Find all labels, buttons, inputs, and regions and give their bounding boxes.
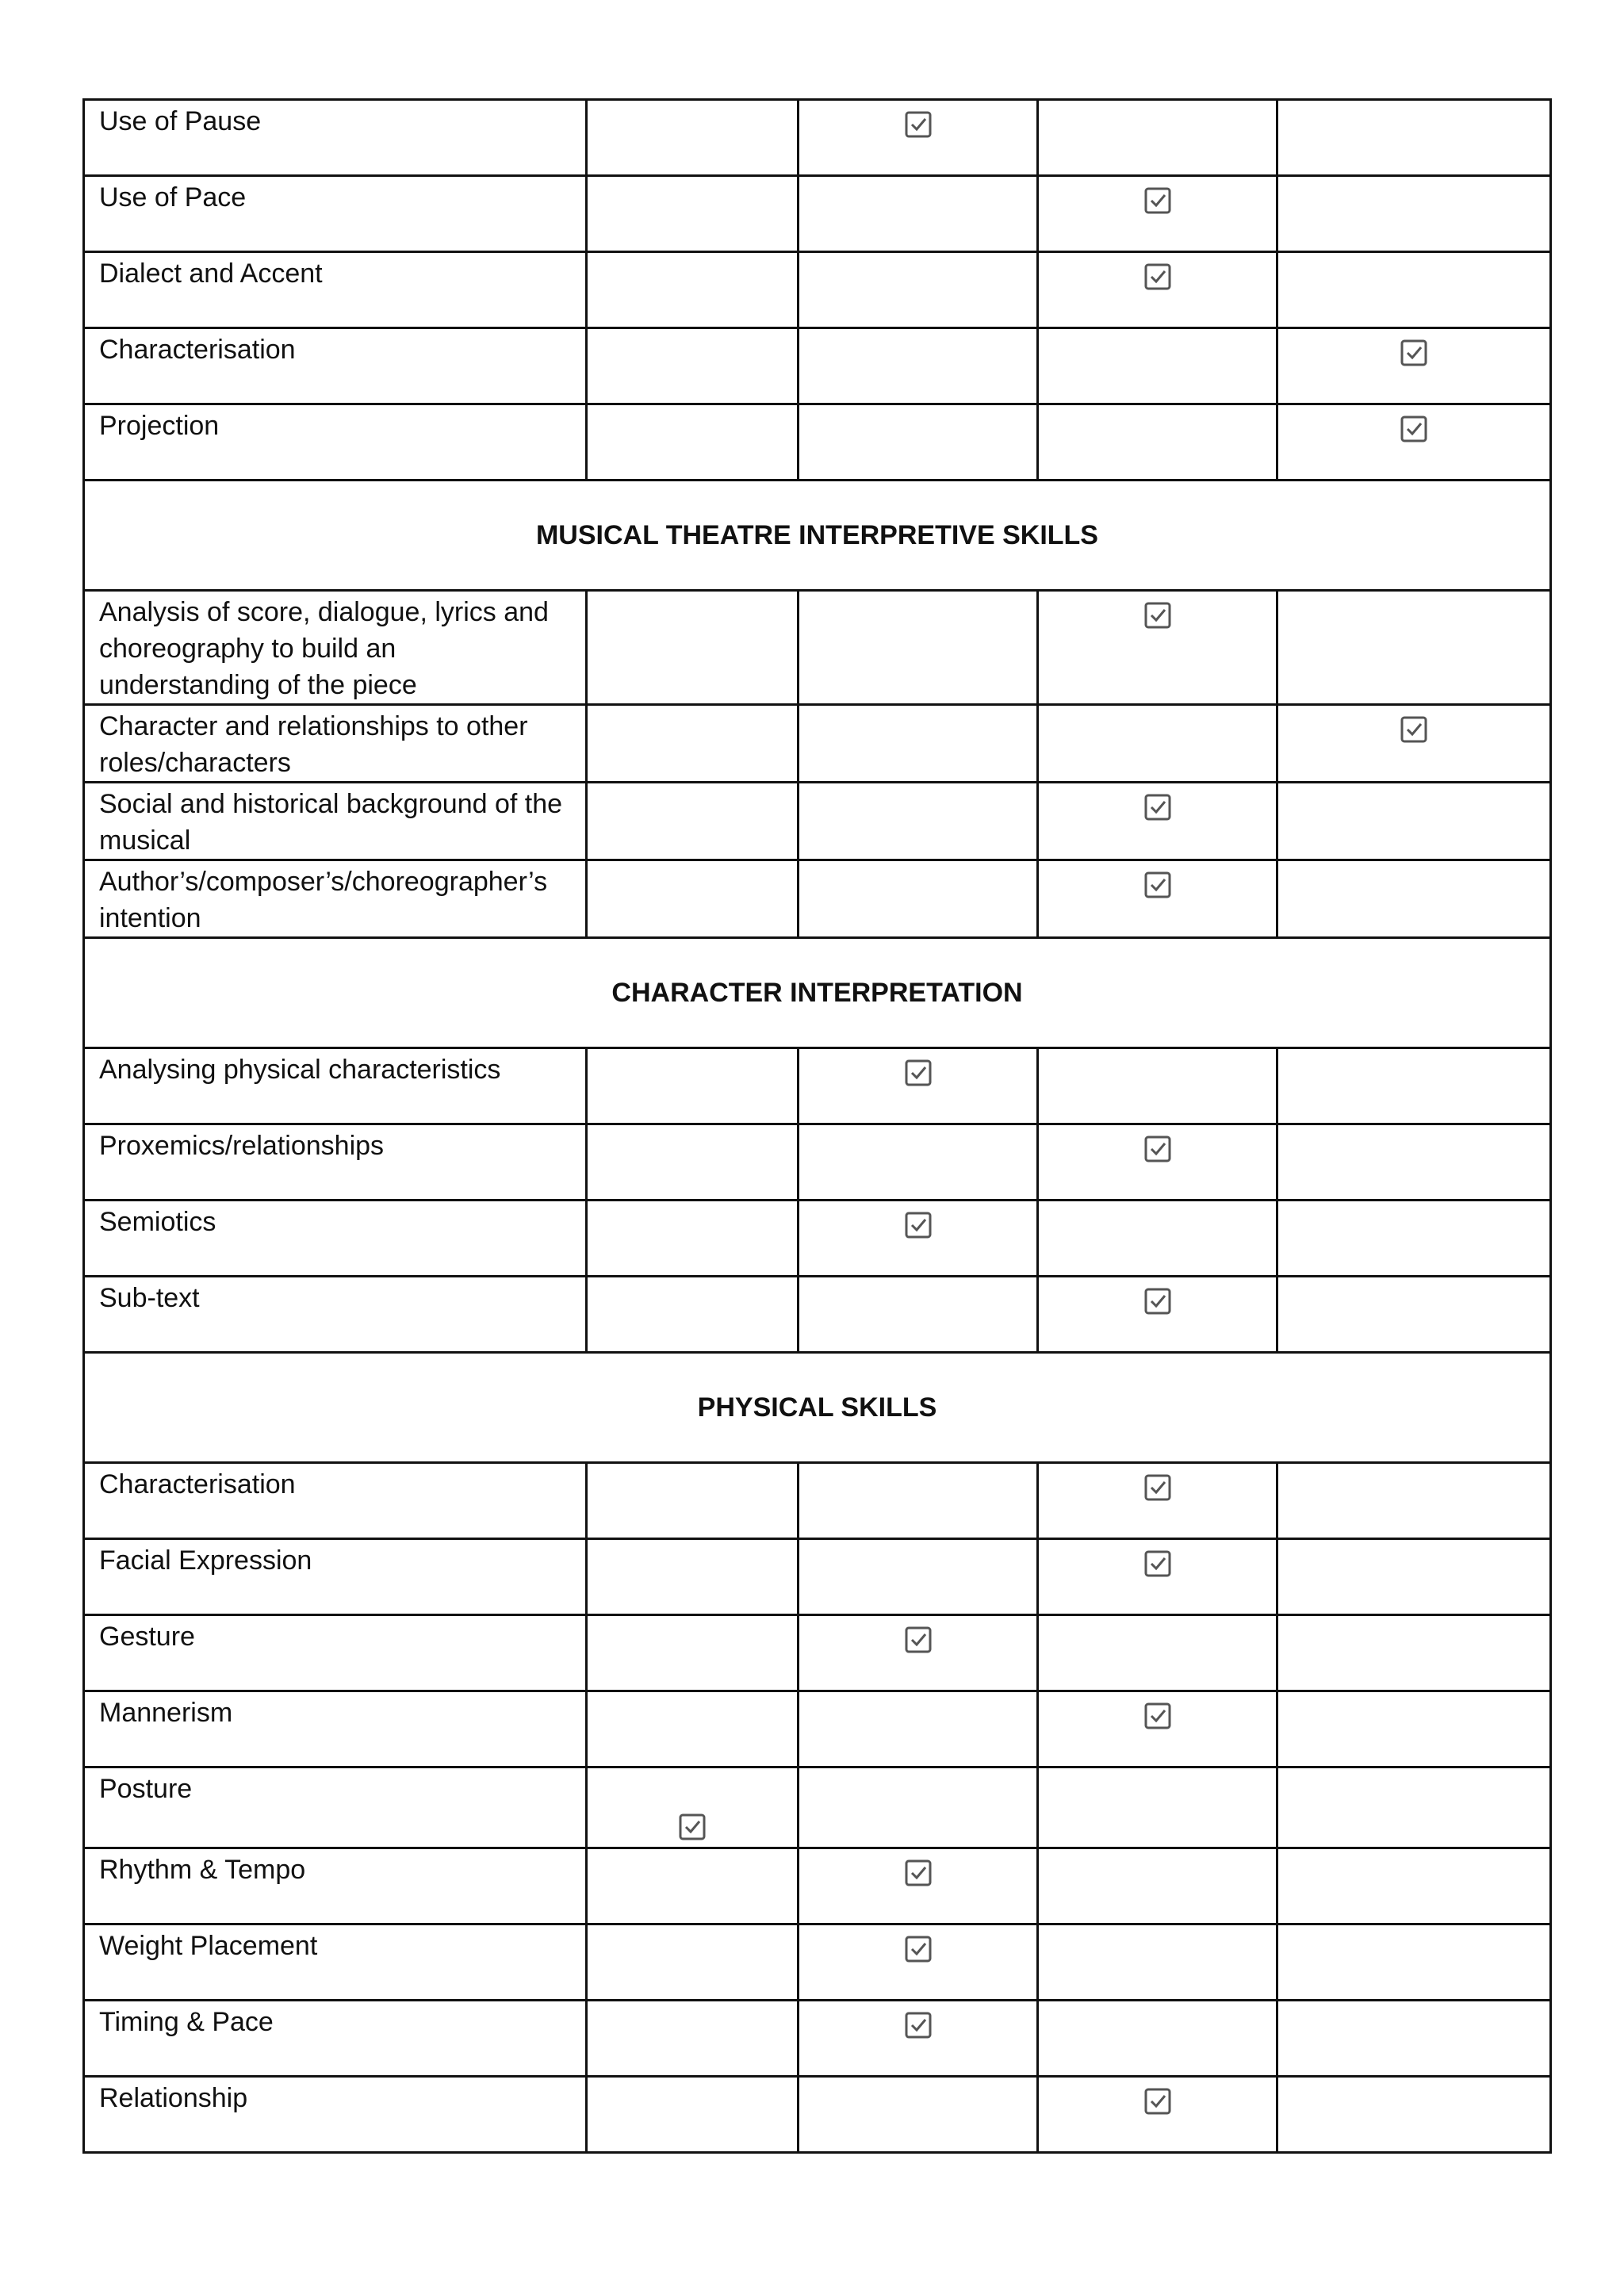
- table-row: [84, 1848, 1551, 1924]
- rating-cell-3[interactable]: [1038, 1767, 1277, 1848]
- section-header-row: [84, 1353, 1551, 1463]
- rating-cell-1[interactable]: [587, 860, 799, 938]
- checked-checkbox-icon[interactable]: [1143, 1473, 1172, 1502]
- checked-checkbox-icon[interactable]: [904, 1859, 933, 1887]
- rating-cell-3[interactable]: [1038, 1615, 1277, 1691]
- checked-checkbox-icon[interactable]: [904, 1626, 933, 1654]
- rating-cell-1[interactable]: [587, 1201, 799, 1277]
- skill-label: Mannerism: [84, 1691, 587, 1767]
- rating-cell-2[interactable]: [799, 1924, 1038, 2001]
- rating-cell-2[interactable]: [799, 783, 1038, 860]
- rating-cell-3[interactable]: [1038, 783, 1277, 860]
- rating-cell-4[interactable]: [1277, 1201, 1551, 1277]
- skill-label: Proxemics/relationships: [84, 1124, 587, 1201]
- rating-cell-4[interactable]: [1277, 591, 1551, 705]
- table-row: [84, 591, 1551, 705]
- skill-label: Gesture: [84, 1615, 587, 1691]
- skill-label: Characterisation: [84, 328, 587, 404]
- table-row: [84, 1767, 1551, 1848]
- checked-checkbox-icon[interactable]: [1143, 601, 1172, 630]
- rating-cell-2[interactable]: [799, 2001, 1038, 2077]
- rating-cell-1[interactable]: [587, 1848, 799, 1924]
- skill-label: Semiotics: [84, 1201, 587, 1277]
- rating-cell-1[interactable]: [587, 1277, 799, 1353]
- table-row: [84, 328, 1551, 404]
- rating-cell-2[interactable]: [799, 860, 1038, 938]
- table-row: [84, 176, 1551, 252]
- rating-cell-1[interactable]: [587, 328, 799, 404]
- checked-checkbox-icon[interactable]: [1143, 1549, 1172, 1578]
- table-row: [84, 1615, 1551, 1691]
- rating-cell-4[interactable]: [1277, 176, 1551, 252]
- rating-cell-4[interactable]: [1277, 328, 1551, 404]
- rating-cell-1[interactable]: [587, 1463, 799, 1539]
- rating-cell-1[interactable]: [587, 176, 799, 252]
- rating-cell-2[interactable]: [799, 1615, 1038, 1691]
- skill-label: Facial Expression: [84, 1539, 587, 1615]
- rating-cell-2[interactable]: [799, 328, 1038, 404]
- rating-cell-4[interactable]: [1277, 705, 1551, 783]
- rating-cell-1[interactable]: [587, 2077, 799, 2153]
- rating-cell-3[interactable]: [1038, 1201, 1277, 1277]
- skill-label: Rhythm & Tempo: [84, 1848, 587, 1924]
- rating-cell-4[interactable]: [1277, 1277, 1551, 1353]
- skill-label: Use of Pace: [84, 176, 587, 252]
- rating-cell-1[interactable]: [587, 100, 799, 176]
- table-row: [84, 252, 1551, 328]
- rating-cell-2[interactable]: [799, 1463, 1038, 1539]
- rating-cell-3[interactable]: [1038, 2001, 1277, 2077]
- checked-checkbox-icon[interactable]: [678, 1813, 707, 1841]
- checked-checkbox-icon[interactable]: [1143, 793, 1172, 821]
- rating-cell-1[interactable]: [587, 1048, 799, 1124]
- checked-checkbox-icon[interactable]: [1400, 715, 1428, 744]
- table-row: [84, 1691, 1551, 1767]
- rating-cell-3[interactable]: [1038, 404, 1277, 481]
- rating-cell-2[interactable]: [799, 404, 1038, 481]
- rating-cell-2[interactable]: [799, 1048, 1038, 1124]
- rating-cell-3[interactable]: [1038, 1691, 1277, 1767]
- section-header-row: [84, 481, 1551, 591]
- rating-cell-3[interactable]: [1038, 1124, 1277, 1201]
- rating-cell-1[interactable]: [587, 591, 799, 705]
- table-row: [84, 1201, 1551, 1277]
- skill-label: Relationship: [84, 2077, 587, 2153]
- checked-checkbox-icon[interactable]: [904, 1211, 933, 1239]
- rating-cell-3[interactable]: [1038, 100, 1277, 176]
- rating-cell-4[interactable]: [1277, 1615, 1551, 1691]
- rating-cell-2[interactable]: [799, 705, 1038, 783]
- checked-checkbox-icon[interactable]: [904, 1059, 933, 1087]
- rating-cell-4[interactable]: [1277, 1848, 1551, 1924]
- table-row: [84, 1048, 1551, 1124]
- skills-assessment-table: [82, 98, 1552, 2154]
- rating-cell-3[interactable]: [1038, 1277, 1277, 1353]
- rating-cell-2[interactable]: [799, 1201, 1038, 1277]
- table-row: [84, 1463, 1551, 1539]
- table-row: [84, 404, 1551, 481]
- checked-checkbox-icon[interactable]: [1400, 339, 1428, 367]
- rating-cell-3[interactable]: [1038, 591, 1277, 705]
- rating-cell-2[interactable]: [799, 1539, 1038, 1615]
- skill-label: Character and relationships to other roles/characters: [84, 705, 587, 783]
- table-row: [84, 1124, 1551, 1201]
- rating-cell-4[interactable]: [1277, 1463, 1551, 1539]
- table-row: [84, 1277, 1551, 1353]
- table-row: [84, 100, 1551, 176]
- rating-cell-1[interactable]: [587, 1615, 799, 1691]
- rating-cell-1[interactable]: [587, 783, 799, 860]
- rating-cell-4[interactable]: [1277, 2001, 1551, 2077]
- rating-cell-3[interactable]: [1038, 1848, 1277, 1924]
- skill-label: Use of Pause: [84, 100, 587, 176]
- rating-cell-3[interactable]: [1038, 176, 1277, 252]
- skill-label: Analysis of score, dialogue, lyrics and choreography to build an understanding of the piece: [84, 591, 587, 705]
- section-heading: PHYSICAL SKILLS: [84, 1353, 1551, 1463]
- skill-label: Dialect and Accent: [84, 252, 587, 328]
- rating-cell-4[interactable]: [1277, 404, 1551, 481]
- skill-label: Timing & Pace: [84, 2001, 587, 2077]
- rating-cell-1[interactable]: [587, 1124, 799, 1201]
- rating-cell-4[interactable]: [1277, 1924, 1551, 2001]
- table-row: [84, 860, 1551, 938]
- rating-cell-3[interactable]: [1038, 705, 1277, 783]
- rating-cell-3[interactable]: [1038, 1463, 1277, 1539]
- table-row: [84, 2077, 1551, 2153]
- section-heading: MUSICAL THEATRE INTERPRETIVE SKILLS: [84, 481, 1551, 591]
- rating-cell-2[interactable]: [799, 591, 1038, 705]
- rating-cell-3[interactable]: [1038, 252, 1277, 328]
- section-heading: CHARACTER INTERPRETATION: [84, 938, 1551, 1048]
- checked-checkbox-icon[interactable]: [1143, 186, 1172, 215]
- skill-label: Analysing physical characteristics: [84, 1048, 587, 1124]
- skill-label: Projection: [84, 404, 587, 481]
- skill-label: Social and historical background of the musical: [84, 783, 587, 860]
- rating-cell-4[interactable]: [1277, 2077, 1551, 2153]
- rating-cell-2[interactable]: [799, 1124, 1038, 1201]
- rating-cell-1[interactable]: [587, 2001, 799, 2077]
- rating-cell-4[interactable]: [1277, 860, 1551, 938]
- checked-checkbox-icon[interactable]: [1143, 1702, 1172, 1730]
- rating-cell-1[interactable]: [587, 1539, 799, 1615]
- rating-cell-1[interactable]: [587, 1767, 799, 1848]
- rating-cell-3[interactable]: [1038, 1048, 1277, 1124]
- rating-cell-4[interactable]: [1277, 1539, 1551, 1615]
- checked-checkbox-icon[interactable]: [1143, 2087, 1172, 2116]
- table-row: [84, 1924, 1551, 2001]
- skill-label: Posture: [84, 1767, 587, 1848]
- checked-checkbox-icon[interactable]: [1143, 1135, 1172, 1163]
- rating-cell-2[interactable]: [799, 176, 1038, 252]
- rating-cell-3[interactable]: [1038, 1924, 1277, 2001]
- rating-cell-4[interactable]: [1277, 252, 1551, 328]
- rating-cell-3[interactable]: [1038, 860, 1277, 938]
- skill-label: Author’s/composer’s/choreographer’s intention: [84, 860, 587, 938]
- rating-cell-2[interactable]: [799, 2077, 1038, 2153]
- rating-cell-3[interactable]: [1038, 2077, 1277, 2153]
- table-row: [84, 783, 1551, 860]
- checked-checkbox-icon[interactable]: [904, 1935, 933, 1963]
- rating-cell-4[interactable]: [1277, 1691, 1551, 1767]
- rating-cell-2[interactable]: [799, 1848, 1038, 1924]
- rating-cell-1[interactable]: [587, 705, 799, 783]
- rating-cell-1[interactable]: [587, 252, 799, 328]
- table-row: [84, 1539, 1551, 1615]
- skill-label: Sub-text: [84, 1277, 587, 1353]
- checked-checkbox-icon[interactable]: [1143, 1287, 1172, 1316]
- rating-cell-2[interactable]: [799, 252, 1038, 328]
- skill-label: Characterisation: [84, 1463, 587, 1539]
- table-row: [84, 2001, 1551, 2077]
- rating-cell-2[interactable]: [799, 1767, 1038, 1848]
- rating-cell-4[interactable]: [1277, 783, 1551, 860]
- rating-cell-4[interactable]: [1277, 1048, 1551, 1124]
- rating-cell-1[interactable]: [587, 404, 799, 481]
- rating-cell-3[interactable]: [1038, 328, 1277, 404]
- table-row: [84, 705, 1551, 783]
- rating-cell-2[interactable]: [799, 1691, 1038, 1767]
- rating-cell-3[interactable]: [1038, 1539, 1277, 1615]
- checked-checkbox-icon[interactable]: [1143, 262, 1172, 291]
- section-header-row: [84, 938, 1551, 1048]
- rating-cell-4[interactable]: [1277, 100, 1551, 176]
- checked-checkbox-icon[interactable]: [904, 110, 933, 139]
- rating-cell-1[interactable]: [587, 1924, 799, 2001]
- skill-label: Weight Placement: [84, 1924, 587, 2001]
- rating-cell-2[interactable]: [799, 1277, 1038, 1353]
- checked-checkbox-icon[interactable]: [1143, 871, 1172, 899]
- table-body: [84, 100, 1551, 2153]
- rating-cell-2[interactable]: [799, 100, 1038, 176]
- checked-checkbox-icon[interactable]: [904, 2011, 933, 2039]
- checked-checkbox-icon[interactable]: [1400, 415, 1428, 443]
- rating-cell-4[interactable]: [1277, 1124, 1551, 1201]
- rating-cell-4[interactable]: [1277, 1767, 1551, 1848]
- rating-cell-1[interactable]: [587, 1691, 799, 1767]
